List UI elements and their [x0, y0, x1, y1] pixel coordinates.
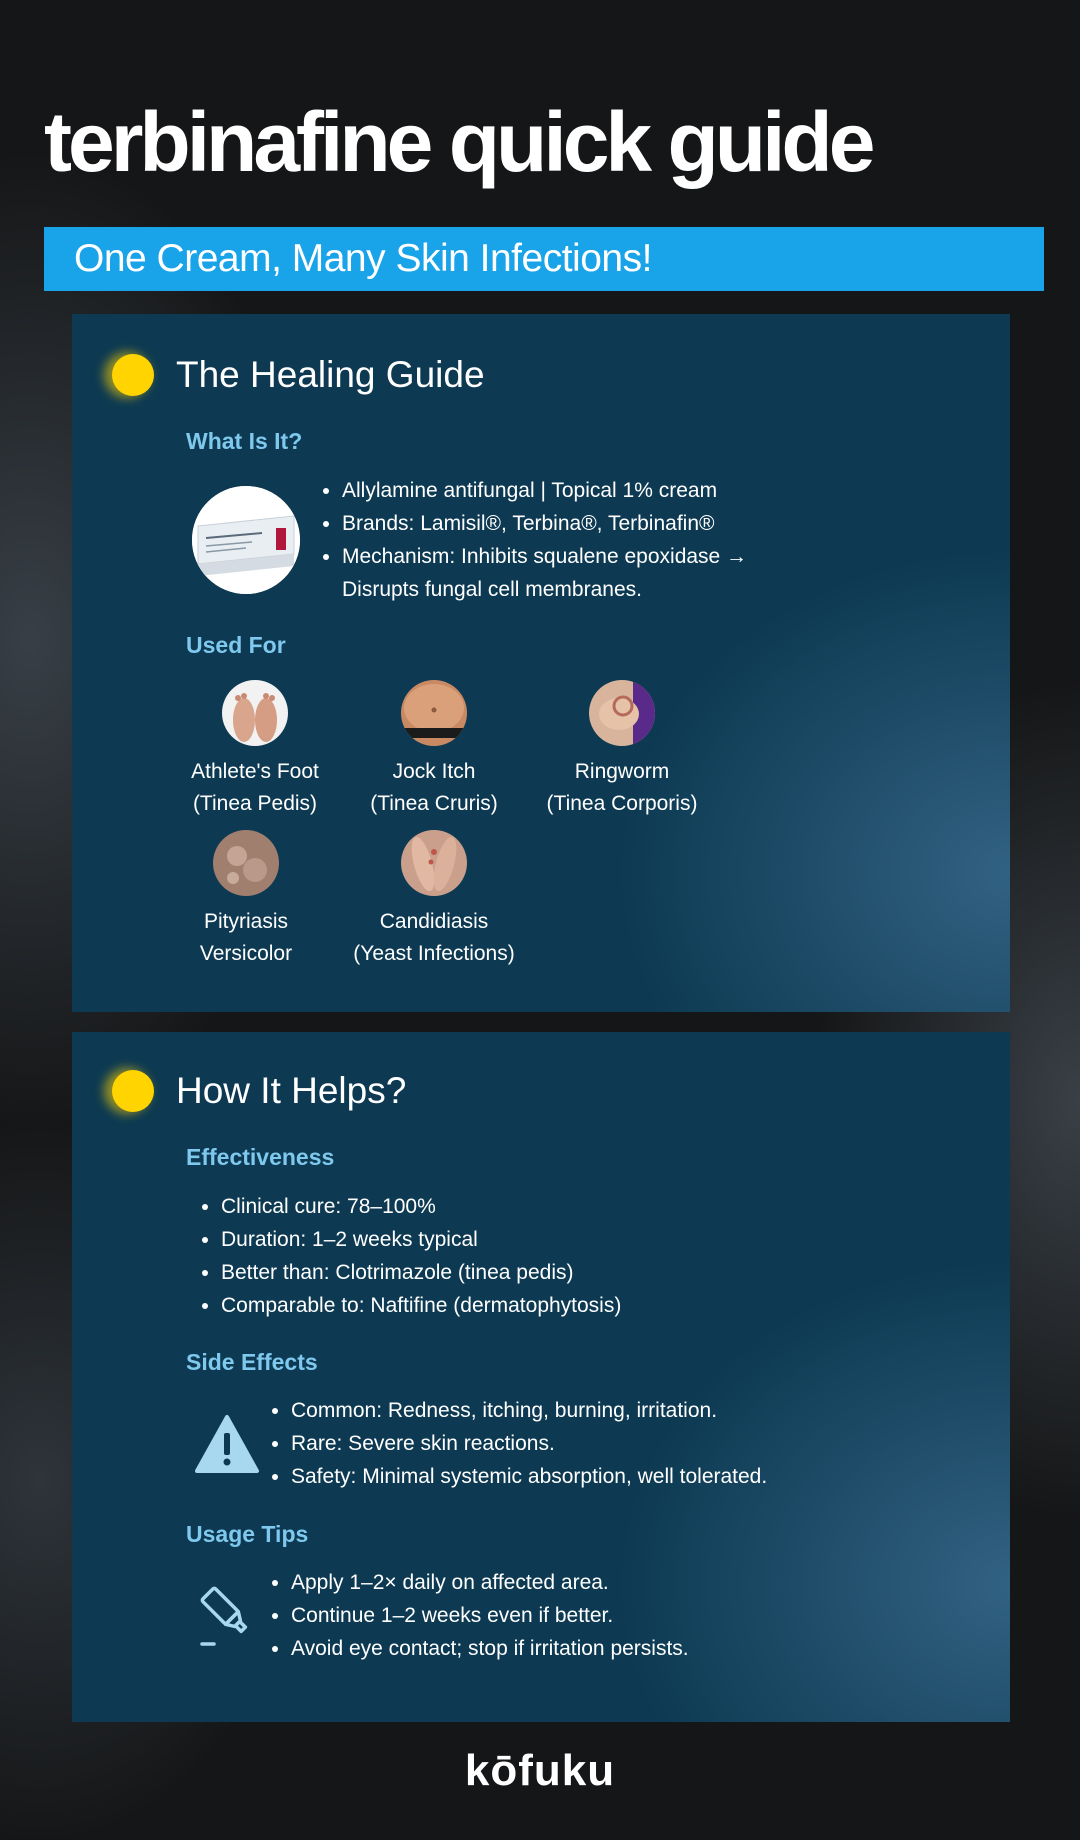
use-label-line1: Jock Itch: [392, 760, 476, 783]
pityriasis-image: [213, 830, 279, 896]
use-item-athletes-foot: [155, 680, 355, 820]
use-label-line1: Candidiasis: [379, 910, 489, 933]
feet-image: [222, 680, 288, 746]
warning-triangle-icon: [194, 1414, 260, 1479]
use-item-candidiasis: [334, 830, 534, 970]
product-image: [192, 486, 300, 594]
use-label-line2: (Tinea Corporis): [546, 792, 698, 815]
yellow-dot-icon: [112, 354, 154, 396]
list-item: Better than: Clotrimazole (tinea pedis): [200, 1256, 621, 1289]
use-label-line2: (Tinea Pedis): [192, 792, 318, 815]
banner-text: One Cream, Many Skin Infections!: [74, 237, 652, 280]
use-label-line2: Versicolor: [199, 942, 293, 965]
kofuku-logo: kōfuku: [464, 1746, 616, 1795]
list-item: Apply 1–2× daily on affected area.: [270, 1566, 689, 1599]
abdomen-image: [401, 680, 467, 746]
use-label-line1: Pityriasis: [203, 910, 288, 933]
effectiveness-heading: Effectiveness: [186, 1144, 335, 1170]
use-label-line2: (Tinea Cruris): [370, 792, 498, 815]
use-label-line2: (Yeast Infections): [353, 942, 515, 965]
ringworm-image: [589, 680, 655, 746]
list-item: Brands: Lamisil®, Terbina®, Terbinafin®: [321, 507, 747, 540]
side-effects-heading: Side Effects: [186, 1349, 318, 1375]
list-item: Allylamine antifungal | Topical 1% cream: [321, 474, 747, 507]
yellow-dot-icon: [112, 1070, 154, 1112]
how-it-helps-title: How It Helps?: [176, 1070, 407, 1111]
use-item-pityriasis: [146, 830, 346, 970]
what-is-it-heading: What Is It?: [186, 428, 303, 454]
usage-tips-list: [270, 1566, 689, 1665]
healing-guide-title: The Healing Guide: [176, 354, 485, 395]
list-item: Common: Redness, itching, burning, irritation.: [270, 1394, 767, 1427]
use-label-line1: Athlete's Foot: [191, 760, 319, 783]
subtitle-banner: [44, 227, 1044, 291]
side-effects-list: [270, 1394, 767, 1493]
list-item: Duration: 1–2 weeks typical: [200, 1223, 621, 1256]
list-item: Avoid eye contact; stop if irritation persists.: [270, 1632, 689, 1665]
list-item: Rare: Severe skin reactions.: [270, 1427, 767, 1460]
page-title: terbinafine quick guide: [44, 95, 872, 189]
usage-tips-heading: Usage Tips: [186, 1521, 309, 1547]
list-item: Mechanism: Inhibits squalene epoxidase →: [321, 540, 747, 573]
cream-tube-icon: [196, 1582, 258, 1653]
use-label-line1: Ringworm: [574, 760, 670, 783]
what-is-it-list: [321, 474, 747, 606]
cream-box-icon: [192, 486, 300, 594]
use-item-jock-itch: [334, 680, 534, 820]
list-item: Continue 1–2 weeks even if better.: [270, 1599, 689, 1632]
list-item: Comparable to: Naftifine (dermatophytosis): [200, 1289, 621, 1322]
list-item: Safety: Minimal systemic absorption, well tolerated.: [270, 1460, 767, 1493]
used-for-heading: Used For: [186, 632, 286, 658]
candidiasis-image: [401, 830, 467, 896]
effectiveness-list: [200, 1190, 621, 1322]
list-item: Clinical cure: 78–100%: [200, 1190, 621, 1223]
list-item-continued: Disrupts fungal cell membranes.: [342, 578, 642, 601]
use-item-ringworm: [522, 680, 722, 820]
